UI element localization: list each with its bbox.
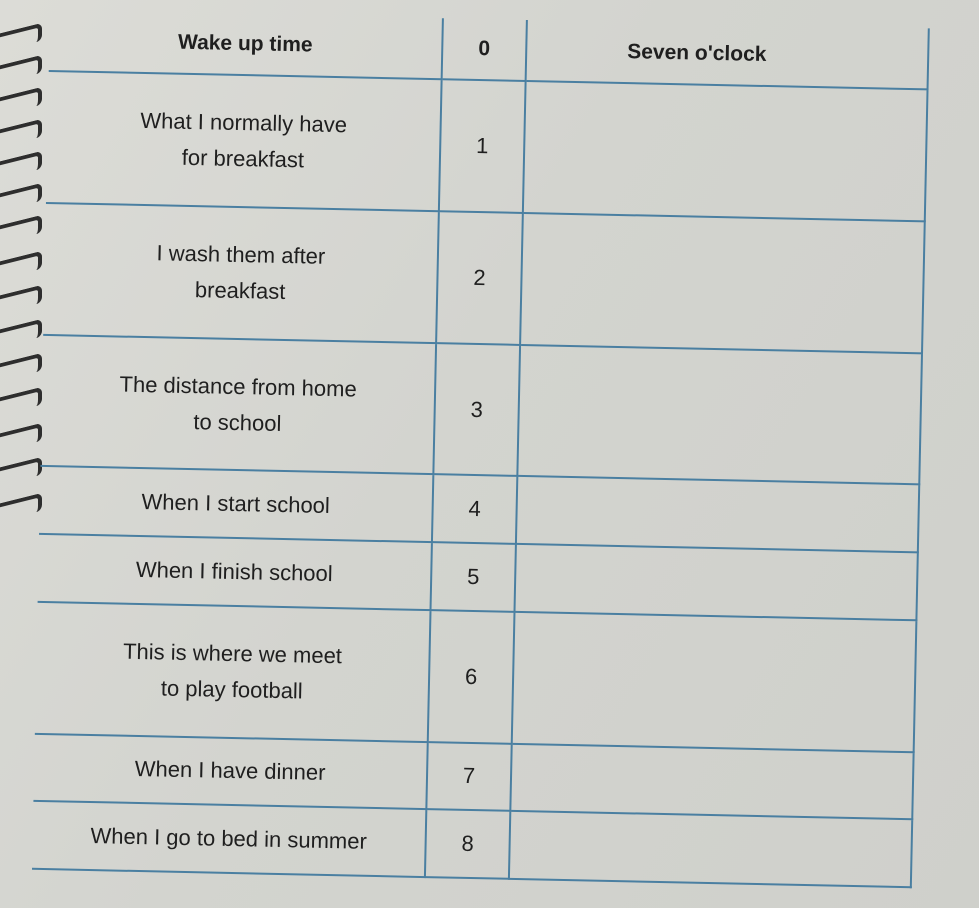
table-row	[40, 335, 922, 485]
binding-ring	[0, 151, 42, 179]
answer-cell[interactable]	[509, 811, 912, 887]
clue-label: I wash them after breakfast	[43, 203, 439, 343]
binding-ring	[0, 285, 42, 313]
binding-ring	[0, 215, 42, 243]
answer-cell[interactable]	[520, 213, 925, 353]
clue-label: What I normally have for breakfast	[46, 71, 442, 211]
answer-cell[interactable]	[512, 612, 917, 752]
binding-ring	[0, 319, 42, 347]
binding-ring	[0, 55, 42, 83]
clue-number: 6	[428, 610, 515, 744]
binding-ring	[0, 87, 42, 115]
binding-ring	[0, 251, 42, 279]
binding-ring	[0, 119, 42, 147]
table-row	[35, 602, 917, 752]
clue-number: 5	[431, 542, 516, 611]
clue-label: The distance from home to school	[40, 335, 436, 475]
clue-number: 0	[442, 18, 527, 81]
table-row	[46, 71, 928, 221]
answer-cell[interactable]: Seven o'clock	[526, 20, 929, 89]
binding-ring	[0, 387, 42, 415]
clue-label: When I have dinner	[33, 733, 427, 809]
binding-ring	[0, 423, 42, 451]
answer-cell[interactable]	[517, 345, 922, 485]
clue-label: When I finish school	[38, 534, 432, 610]
clue-table	[32, 10, 930, 888]
clue-label: When I go to bed in summer	[32, 801, 426, 877]
answer-cell[interactable]	[523, 81, 928, 221]
clue-label: When I start school	[39, 466, 433, 542]
clue-number: 1	[439, 79, 526, 213]
clue-number: 4	[432, 475, 517, 544]
crossword-clue-table	[32, 10, 930, 888]
answer-cell[interactable]	[515, 544, 918, 620]
clue-label: Wake up time	[49, 10, 443, 79]
clue-number: 8	[425, 809, 510, 878]
answer-cell[interactable]	[516, 476, 919, 552]
binding-ring	[0, 353, 42, 381]
answer-cell[interactable]	[510, 743, 913, 819]
clue-number: 7	[426, 742, 511, 811]
clue-number: 2	[436, 211, 523, 345]
binding-ring	[0, 457, 42, 485]
clue-label: This is where we meet to play football	[35, 602, 431, 742]
binding-ring	[0, 493, 42, 521]
binding-ring	[0, 23, 42, 51]
binding-ring	[0, 183, 42, 211]
table-row	[43, 203, 925, 353]
clue-number: 3	[433, 343, 520, 477]
